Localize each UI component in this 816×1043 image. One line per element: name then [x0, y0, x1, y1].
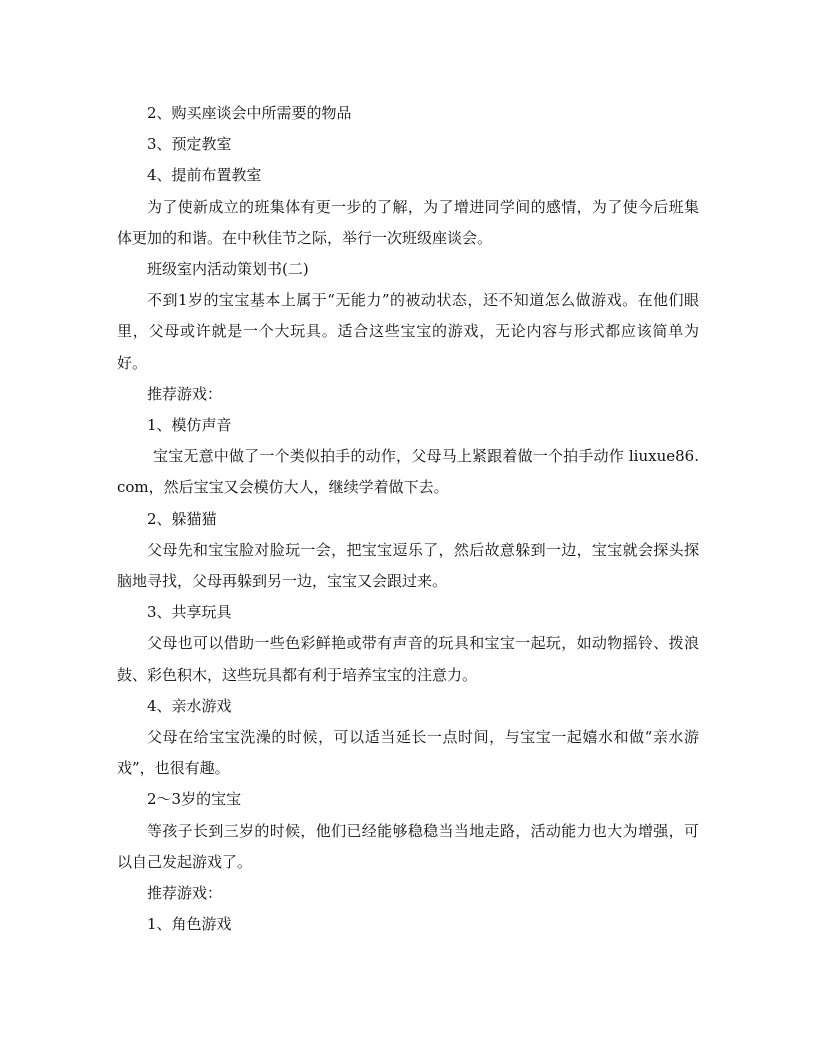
game-heading-role-play: 1、角色游戏	[147, 915, 232, 934]
age-group-paragraph: 等孩子长到三岁的时候，他们已经能够稳稳当当地走路，活动能力也大为增强，可以自己发起游戏了。	[117, 821, 699, 871]
recommended-games-label: 推荐游戏：	[147, 384, 223, 403]
list-item-step-4: 4、提前布置教室	[147, 166, 262, 185]
list-item-step-3: 3、预定教室	[147, 135, 232, 154]
document-body	[117, 98, 699, 940]
intro-paragraph: 不到1岁的宝宝基本上属于“无能力”的被动状态，还不知道怎么做游戏。在他们眼里，父母或许就是一个大玩具。适合这些宝宝的游戏，无论内容与形式都应该简单为好。	[117, 291, 699, 372]
purpose-paragraph: 为了使新成立的班集体有更一步的了解，为了增进同学间的感情，为了使今后班集体更加的和谐。在中秋佳节之际，举行一次班级座谈会。	[117, 197, 699, 247]
game-desc-peekaboo: 父母先和宝宝脸对脸玩一会，把宝宝逗乐了，然后故意躲到一边，宝宝就会探头探脑地寻找，父母再躲到另一边，宝宝又会跟过来。	[117, 540, 699, 591]
recommended-games-label-2: 推荐游戏：	[147, 884, 223, 903]
game-heading-share-toys: 3、共享玩具	[147, 603, 232, 622]
game-desc-imitate-sound: 宝宝无意中做了一个类似拍手的动作，父母马上紧跟着做一个拍手动作 liuxue86.com，然后宝宝又会模仿大人，继续学着做下去。	[117, 447, 699, 497]
list-item-step-2: 2、购买座谈会中所需要的物品	[147, 104, 352, 122]
game-heading-water-play: 4、亲水游戏	[147, 696, 232, 715]
game-heading-peekaboo: 2、躲猫猫	[147, 509, 217, 528]
game-heading-imitate-sound: 1、模仿声音	[147, 416, 232, 435]
game-desc-water-play: 父母在给宝宝洗澡的时候，可以适当延长一点时间，与宝宝一起嬉水和做“亲水游戏”，也很有趣。	[117, 728, 699, 778]
age-group-heading: 2～3岁的宝宝	[147, 790, 242, 809]
game-desc-share-toys: 父母也可以借助一些色彩鲜艳或带有声音的玩具和宝宝一起玩，如动物摇铃、拨浪鼓、彩色积木，这些玩具都有利于培养宝宝的注意力。	[117, 634, 699, 684]
section-heading: 班级室内活动策划书(二)	[147, 260, 309, 279]
